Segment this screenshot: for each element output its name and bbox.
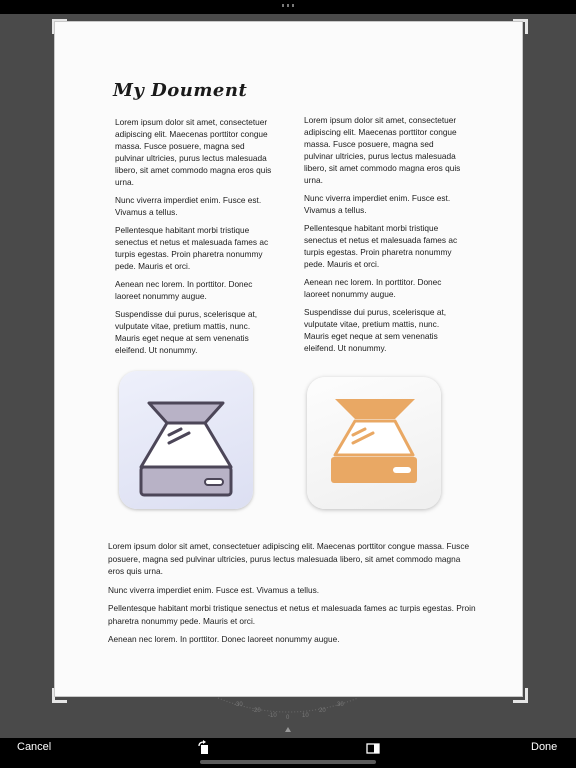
scanner-icon-purple [119,371,253,509]
bottom-text-block [108,540,478,652]
paragraph: Nunc viverra imperdiet enim. Fusce est. Vivamus a tellus. [304,193,451,215]
cancel-button[interactable]: Cancel [17,741,52,753]
paragraph: Lorem ipsum dolor sit amet, consectetuer adipiscing elit. Maecenas porttitor congue massa. Fusce posuere, magna sed pulvinar ultricies, purus lectus malesuada libero, sit amet commodo magna eros quis urna. [108,541,470,576]
paragraph: Suspendisse dui purus, scelerisque at, vulputate vitae, pretium mattis, nunc. Mauris eget neque at sem venenatis eleifend. Ut nonummy. [304,307,447,353]
dial-tick-label: 30 [337,702,344,708]
done-button[interactable]: Done [531,741,558,753]
rotation-dial[interactable] [208,696,368,738]
rotate-icon[interactable] [196,740,212,761]
dial-tick-label: 0 [286,715,290,721]
paragraph: Aenean nec lorem. In porttitor. Donec laoreet nonummy augue. [108,634,340,644]
paragraph: Pellentesque habitant morbi tristique senectus et netus et malesuada fames ac turpis egestas. Proin pharetra nonummy pede. Mauris et orci. [115,225,269,271]
dial-tick-label: -20 [252,708,261,714]
right-column [304,114,464,360]
paragraph: Aenean nec lorem. In porttitor. Donec laoreet nonummy augue. [115,279,253,301]
dial-tick-label: -30 [234,702,243,708]
scanner-icon-orange [307,377,441,509]
dial-indicator-icon [285,727,291,732]
paragraph: Suspendisse dui purus, scelerisque at, vulputate vitae, pretium mattis, nunc. Mauris eget neque at sem venenatis eleifend. Ut nonummy. [115,309,258,355]
bottom-toolbar [0,738,576,768]
top-bar [0,0,576,14]
paragraph: Lorem ipsum dolor sit amet, consectetuer adipiscing elit. Maecenas porttitor congue massa. Fusce posuere, magna sed pulvinar ultricies, purus lectus malesuada libero, sit amet commodo magna eros quis urna. [304,115,461,185]
paragraph: Nunc viverra imperdiet enim. Fusce est. Vivamus a tellus. [115,195,262,217]
left-column [115,116,275,362]
paragraph: Pellentesque habitant morbi tristique senectus et netus et malesuada fames ac turpis egestas. Proin pharetra nonummy pede. Mauris et orci. [304,223,458,269]
document-title: My Doument [113,80,248,101]
paragraph: Lorem ipsum dolor sit amet, consectetuer adipiscing elit. Maecenas porttitor congue massa. Fusce posuere, magna sed pulvinar ultricies, purus lectus malesuada libero, sit amet commodo magna eros quis urna. [115,117,272,187]
aspect-ratio-icon[interactable] [366,740,382,761]
paragraph: Nunc viverra imperdiet enim. Fusce est. Vivamus a tellus. [108,584,320,595]
grabber-handle[interactable] [282,4,294,7]
paragraph: Pellentesque habitant morbi tristique senectus et netus et malesuada fames ac turpis egestas. Proin pharetra nonummy pede. Mauris et orci. [108,603,476,626]
paragraph: Aenean nec lorem. In porttitor. Donec laoreet nonummy augue. [304,277,442,299]
dial-tick-label: 10 [302,713,309,719]
dial-tick-label: -10 [268,713,277,719]
dial-tick-label: 20 [319,708,326,714]
scanned-document-page[interactable] [55,22,522,696]
home-indicator [200,760,376,764]
